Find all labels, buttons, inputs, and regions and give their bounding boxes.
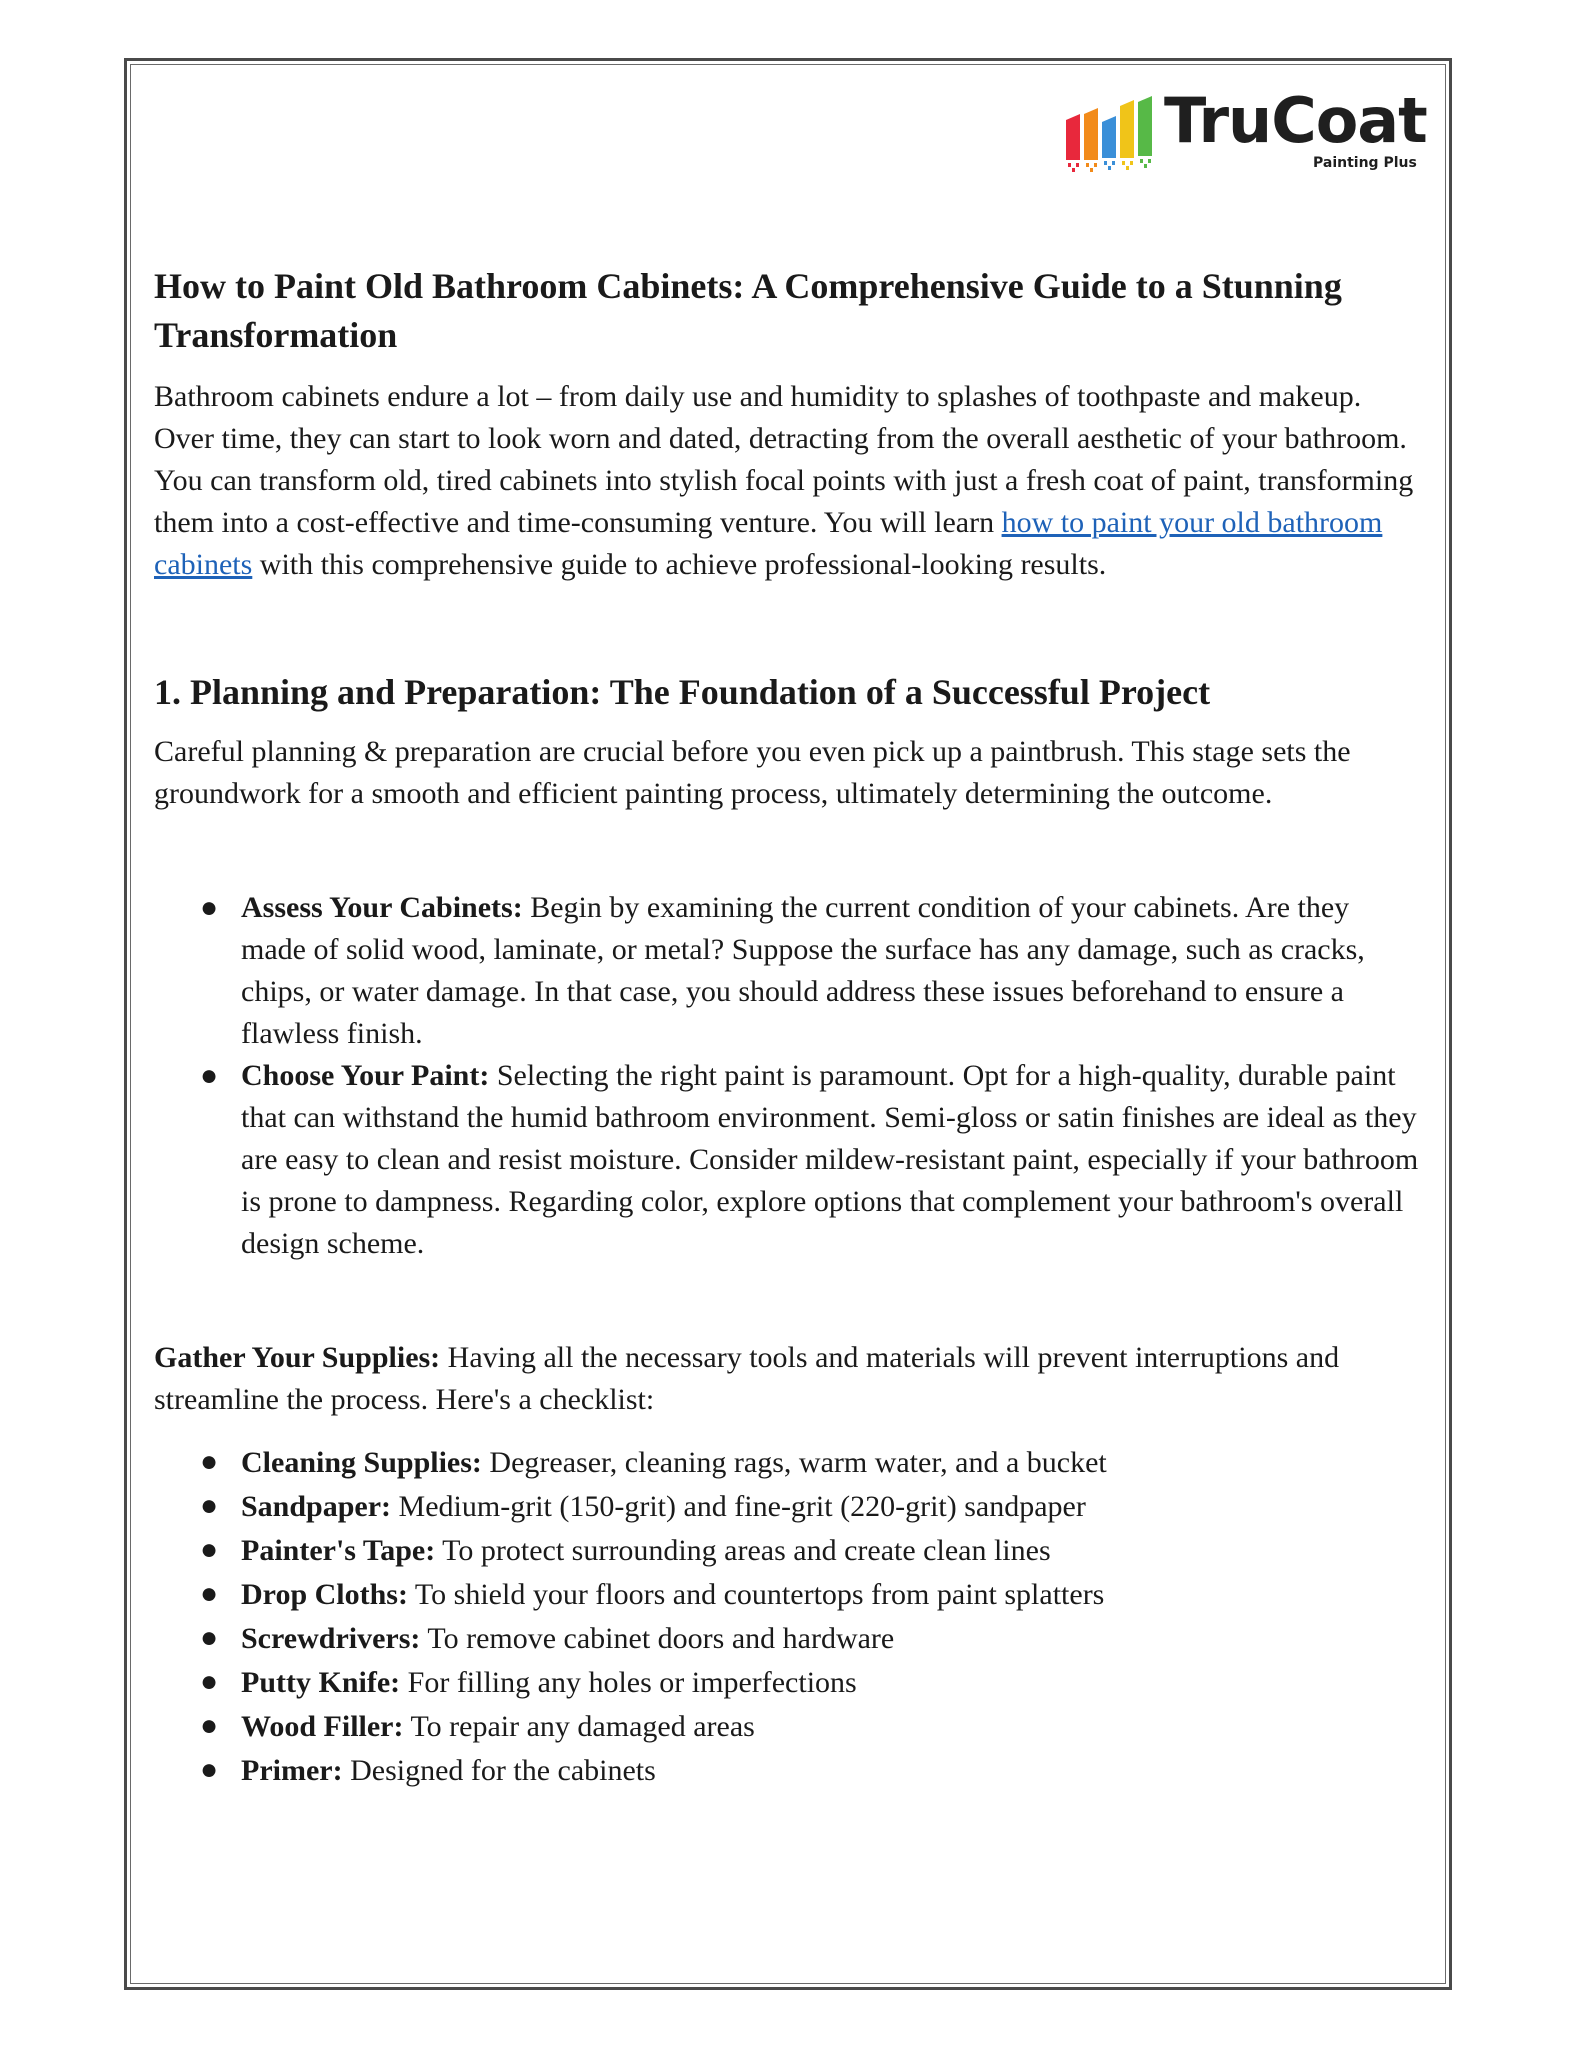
section-heading: 1. Planning and Preparation: The Foundation of a Successful Project xyxy=(154,672,1211,712)
list-item: ● Sandpaper: Medium-grit (150-grit) and fine-grit (220-grit) sandpaper xyxy=(154,1485,1420,1529)
paint-bar xyxy=(1120,100,1134,158)
paint-drip xyxy=(1072,168,1075,172)
paint-drip xyxy=(1094,163,1097,167)
list-item: ● Putty Knife: For filling any holes or imperfections xyxy=(154,1661,1420,1705)
list-item: ● Choose Your Paint: Selecting the right paint is paramount. Opt for a high-quality, durable paint that can withstand the humid bathroom environment. Semi-gloss or satin finishes are ideal as they are easy to clean and resist moisture. Consider mildew-resistant paint, especially if your bathroom is prone to dampness. Regarding color, explore options that complement your bathroom's overall design scheme. xyxy=(154,1055,1420,1265)
bullet-icon: ● xyxy=(200,1489,219,1522)
paint-drip xyxy=(1068,163,1071,167)
section-paragraph: Careful planning & preparation are crucial before you even pick up a paintbrush. This stage sets the groundwork for a smooth and efficient painting process, ultimately determining the outcome. xyxy=(154,735,1351,810)
list-item: ● Drop Cloths: To shield your floors and countertops from paint splatters xyxy=(154,1573,1420,1617)
paint-drip xyxy=(1144,164,1147,168)
list-item: ● Assess Your Cabinets: Begin by examining the current condition of your cabinets. Are they made of solid wood, laminate, or metal? Suppose the surface has any damage, such as cracks, chips, or water damage. In that case, you should address these issues beforehand to ensure a flawless finish. xyxy=(154,887,1420,1055)
list-item: ● Primer: Designed for the cabinets xyxy=(154,1749,1420,1793)
paint-drip xyxy=(1090,168,1093,172)
list-item: ● Wood Filler: To repair any damaged areas xyxy=(154,1705,1420,1749)
list-item: ● Cleaning Supplies: Degreaser, cleaning rags, warm water, and a bucket xyxy=(154,1441,1420,1485)
intro-paragraph: Bathroom cabinets endure a lot – from daily use and humidity to splashes of toothpaste and makeup. Over time, they can start to look worn and dated, detracting from the overall aesthetic of your bathroom. You can transform old, tired cabinets into stylish focal points with just a fresh coat of paint, transforming them into a cost-effective and time-consuming venture. You will learn how to paint your old bathroom cabinets with this comprehensive guide to achieve professional-looking results. xyxy=(154,380,1414,581)
preparation-list xyxy=(154,887,1420,1265)
trucoat-logo xyxy=(1062,84,1427,182)
bullet-icon: ● xyxy=(200,1709,219,1742)
supplies-list xyxy=(154,1441,1420,1793)
paint-drip xyxy=(1104,161,1107,165)
paint-drip xyxy=(1122,161,1125,165)
logo-brand: TruCoat xyxy=(1164,84,1427,157)
bullet-icon: ● xyxy=(200,1533,219,1566)
logo-tagline: Painting Plus xyxy=(1313,155,1417,171)
bullet-icon: ● xyxy=(200,891,219,924)
paint-drip xyxy=(1130,161,1133,165)
gather-paragraph: Gather Your Supplies: Having all the necessary tools and materials will prevent interruptions and streamline the process. Here's a checklist: xyxy=(154,1341,1340,1416)
paint-bar xyxy=(1066,114,1080,160)
list-item: ● Painter's Tape: To protect surrounding areas and create clean lines xyxy=(154,1529,1420,1573)
bullet-icon: ● xyxy=(200,1753,219,1786)
bullet-icon: ● xyxy=(200,1577,219,1610)
bullet-icon: ● xyxy=(200,1665,219,1698)
article xyxy=(154,262,1420,1793)
bullet-icon: ● xyxy=(200,1445,219,1478)
paint-drip xyxy=(1126,166,1129,170)
paint-drip xyxy=(1112,161,1115,165)
paint-drip xyxy=(1108,166,1111,170)
list-item: ● Screwdrivers: To remove cabinet doors and hardware xyxy=(154,1617,1420,1661)
paint-drip xyxy=(1086,163,1089,167)
paint-bar xyxy=(1138,96,1152,156)
paint-bar xyxy=(1084,108,1098,160)
paint-drip xyxy=(1076,163,1079,167)
paint-cabinets-link[interactable]: how to paint your old bathroom cabinets xyxy=(154,506,1383,581)
paint-drip xyxy=(1148,159,1151,163)
paint-bar xyxy=(1102,116,1116,158)
article-title: How to Paint Old Bathroom Cabinets: A Comprehensive Guide to a Stunning Transformation xyxy=(154,266,1342,355)
bullet-icon: ● xyxy=(200,1621,219,1654)
bullet-icon: ● xyxy=(200,1059,219,1092)
paint-drip xyxy=(1140,159,1143,163)
paint-bars-icon xyxy=(1062,92,1162,182)
